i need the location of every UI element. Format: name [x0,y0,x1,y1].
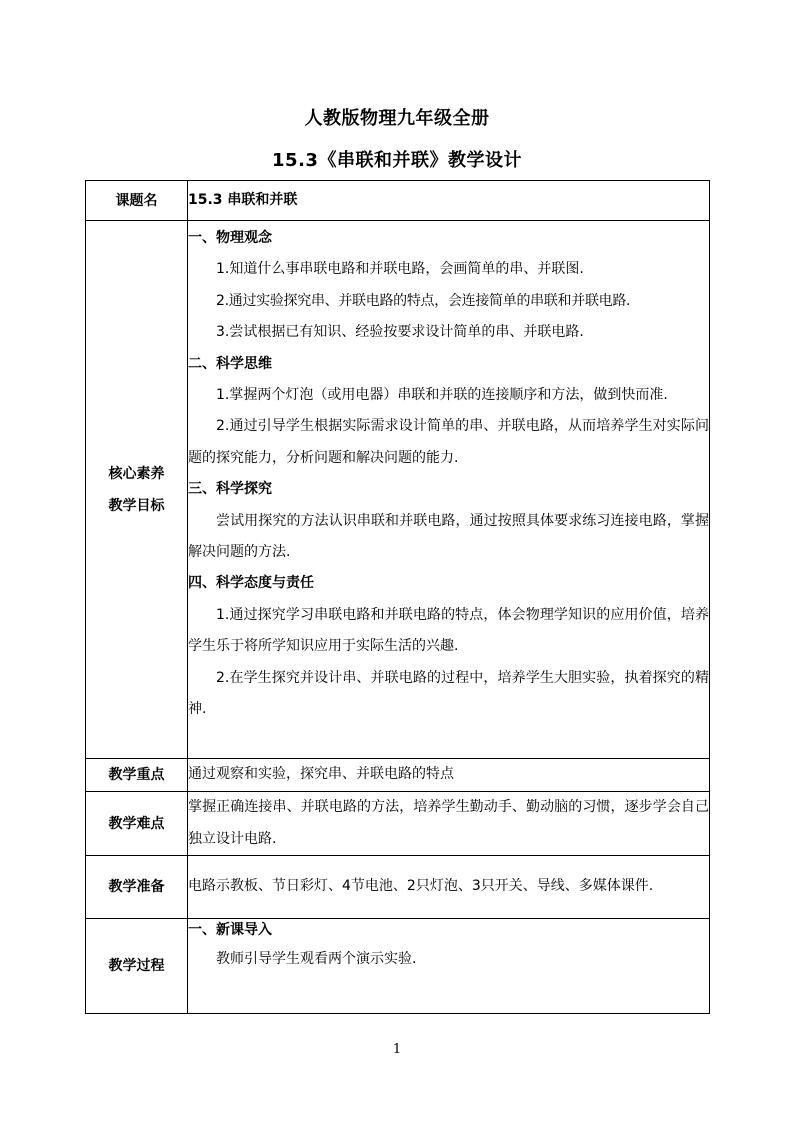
topic-label: 课题名 [86,181,188,221]
table-row-difficulties [86,792,710,856]
objective-paragraph: 1.通过探究学习串联电路和并联电路的特点，体会物理学知识的应用价值，培养学生乐于将所学知识应用于实际生活的兴趣. [188,606,709,655]
topic-cell [188,181,710,221]
objectives-label-cell [86,221,188,759]
objectives-cell [188,221,710,759]
objective-paragraph: 2.通过实验探究串、并联电路的特点，会连接简单的串联和并联电路. [216,292,631,309]
lesson-plan-table [85,180,710,1014]
difficulties-value: 掌握正确连接串、并联电路的方法，培养学生勤动手、勤动脑的习惯，逐步学会自己独立设计电路. [188,799,709,847]
table-row-key-points [86,759,710,792]
table-row-topic [86,181,710,221]
section-heading-attitude-responsibility: 四、科学态度与责任 [188,575,314,592]
difficulties-cell [188,792,710,856]
section-heading-scientific-inquiry: 三、科学探究 [188,481,272,498]
table-row-process [86,919,710,1014]
table-row-preparation [86,856,710,919]
process-label: 教学过程 [86,919,188,1014]
objective-paragraph: 3.尝试根据已有知识、经验按要求设计简单的串、并联电路. [216,324,584,341]
document-subtitle: 15.3《串联和并联》教学设计 [272,150,522,171]
objective-paragraph: 1.掌握两个灯泡（或用电器）串联和并联的连接顺序和方法，做到快而准. [216,387,668,404]
process-heading: 一、新课导入 [188,922,272,938]
objectives-label-line1: 核心素养 [108,465,165,482]
page-number: 1 [392,1042,402,1057]
key-points-label: 教学重点 [86,759,188,792]
preparation-label: 教学准备 [86,856,188,919]
difficulties-label: 教学难点 [86,792,188,856]
objective-paragraph: 尝试用探究的方法认识串联和并联电路，通过按照具体要求练习连接电路，掌握解决问题的方法. [188,512,709,561]
key-points-cell [188,759,710,792]
table-row-objectives [86,221,710,759]
process-cell [188,919,710,1014]
preparation-value: 电路示教板、节日彩灯、4节电池、2只灯泡、3只开关、导线、多媒体课件. [188,878,654,895]
objectives-label-line2: 教学目标 [108,497,165,514]
document-title: 人教版物理九年级全册 [304,108,490,129]
objective-paragraph: 1.知道什么事串联电路和并联电路，会画简单的串、并联图. [216,261,584,278]
process-paragraph: 教师引导学生观看两个演示实验. [216,951,417,967]
topic-value: 15.3 串联和并联 [188,191,298,208]
objective-paragraph: 2.在学生探究并设计串、并联电路的过程中，培养学生大胆实验，执着探究的精神. [188,669,709,718]
key-points-value: 通过观察和实验，探究串、并联电路的特点 [188,766,454,783]
preparation-cell [188,856,710,919]
objective-paragraph: 2.通过引导学生根据实际需求设计简单的串、并联电路，从而培养学生对实际问题的探究能力，分析问题和解决问题的能力. [188,418,709,466]
section-heading-physics-concept: 一、物理观念 [188,230,272,246]
section-heading-scientific-thinking: 二、科学思维 [188,355,272,372]
